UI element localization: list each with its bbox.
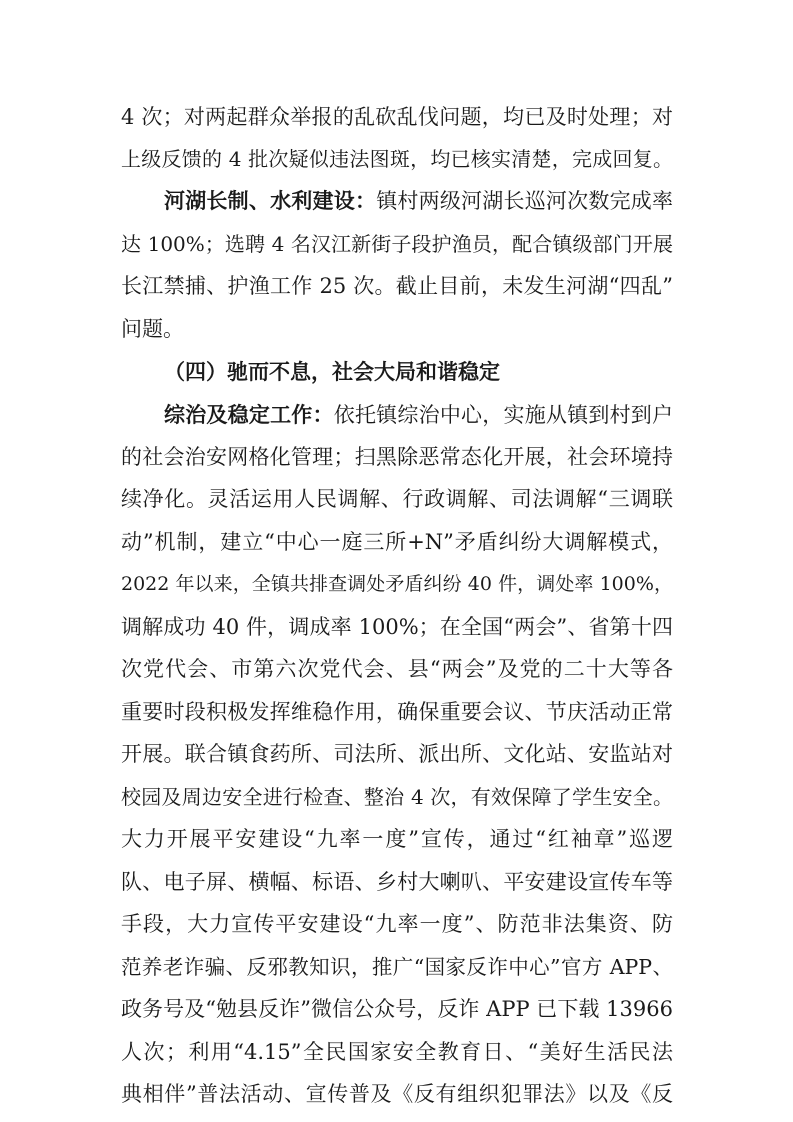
paragraph-text: 镇村两级河湖长巡河次数完成率	[376, 189, 673, 213]
body-line: 重要时段积极发挥维稳作用，确保重要会议、节庆活动正常	[121, 700, 673, 724]
body-line: 上级反馈的 4 批次疑似违法图斑，均已核实清楚，完成回复。	[121, 147, 673, 171]
body-line: 校园及周边安全进行检查、整治 4 次，有效保障了学生安全。	[121, 785, 673, 809]
body-line: 人次；利用“4.15”全民国家安全教育日、“美好生活民法	[121, 1040, 673, 1064]
body-line: 政务号及“勉县反诈”微信公众号，反诈 APP 已下载 13966	[121, 997, 673, 1021]
paragraph-stability-first-line	[164, 398, 673, 432]
paragraph-text: 依托镇综治中心，实施从镇到村到户	[333, 403, 673, 427]
body-line: 4 次；对两起群众举报的乱砍乱伐问题，均已及时处理；对	[121, 105, 673, 129]
body-line: 的社会治安网格化管理；扫黑除恶常态化开展，社会环境持	[121, 445, 673, 469]
body-line: 手段，大力宣传平安建设“九率一度”、防范非法集资、防	[121, 912, 673, 936]
paragraph-river-first-line	[164, 184, 673, 218]
paragraph-lead-river: 河湖长制、水利建设：	[164, 188, 377, 213]
section-heading: （四）驰而不息，社会大局和谐稳定	[164, 359, 500, 384]
body-line: 2022 年以来，全镇共排查调处矛盾纠纷 40 件，调处率 100%，	[121, 573, 673, 595]
body-line: 范养老诈骗、反邪教知识，推广“国家反诈中心”官方 APP、	[121, 955, 673, 979]
body-line: 大力开展平安建设“九率一度”宣传，通过“红袖章”巡逻	[121, 827, 673, 851]
body-line: 调解成功 40 件，调成率 100%；在全国“两会”、省第十四	[121, 615, 673, 639]
body-line: 动”机制，建立“中心一庭三所+N”矛盾纠纷大调解模式，	[121, 530, 673, 554]
body-line: 续净化。灵活运用人民调解、行政调解、司法调解“三调联	[121, 487, 673, 511]
body-line: 达 100%；选聘 4 名汉江新街子段护渔员，配合镇级部门开展	[121, 232, 673, 256]
paragraph-lead-stability: 综治及稳定工作：	[164, 402, 334, 427]
body-line: 次党代会、市第六次党代会、县“两会”及党的二十大等各	[121, 657, 673, 681]
body-line: 长江禁捕、护渔工作 25 次。截止目前，未发生河湖“四乱”	[121, 274, 673, 298]
body-line: 队、电子屏、横幅、标语、乡村大喇叭、平安建设宣传车等	[121, 870, 673, 894]
body-line: 典相伴”普法活动、宣传普及《反有组织犯罪法》以及《反	[121, 1082, 673, 1106]
body-line: 开展。联合镇食药所、司法所、派出所、文化站、安监站对	[121, 742, 673, 766]
body-line: 问题。	[121, 317, 184, 341]
